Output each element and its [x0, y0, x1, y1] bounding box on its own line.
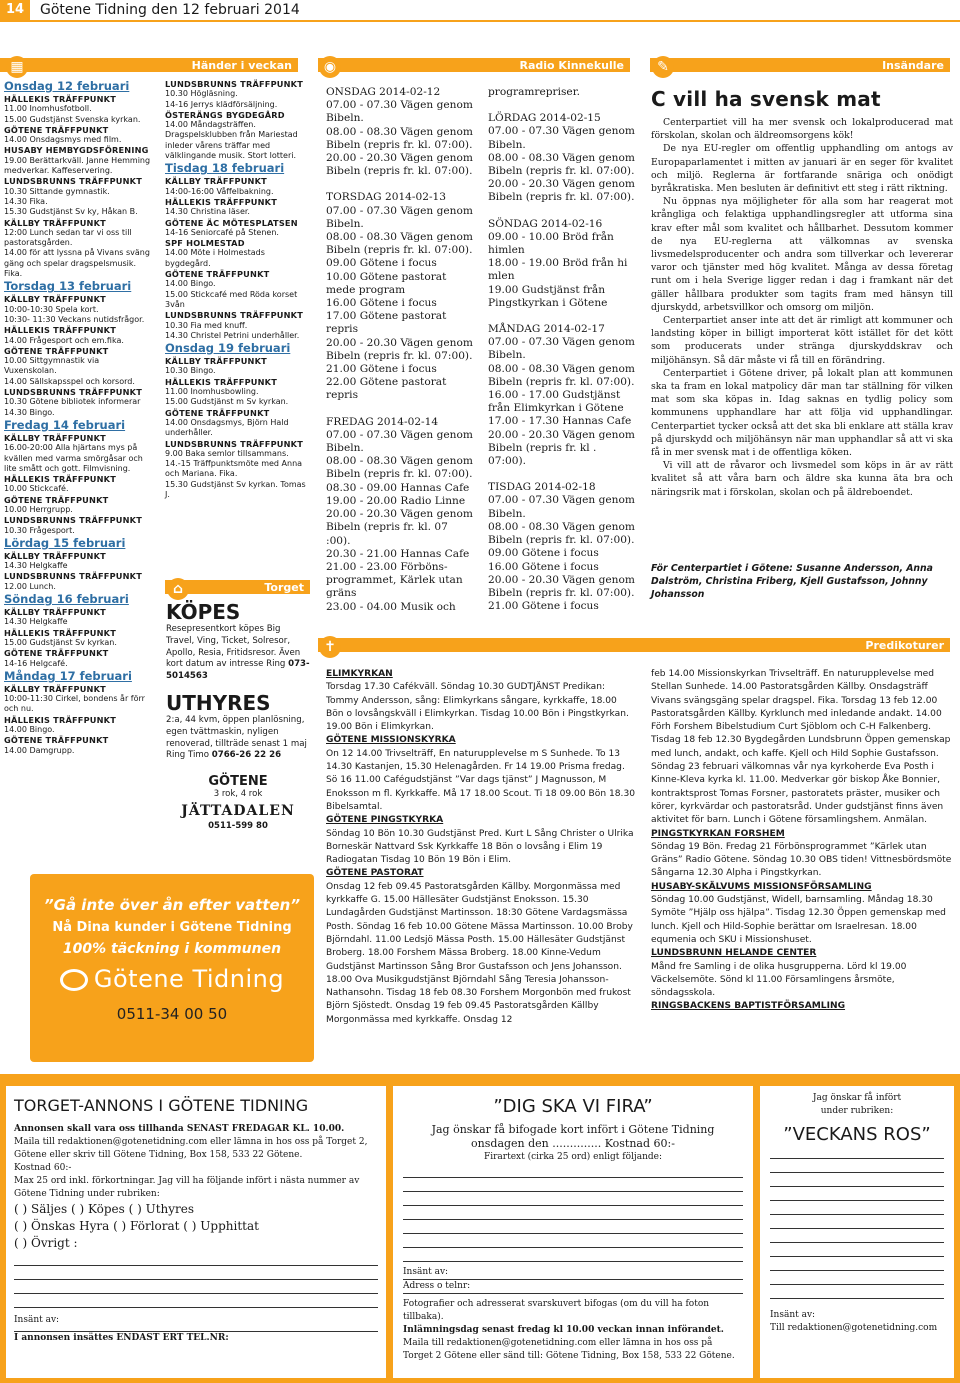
- ros-write-line[interactable]: [770, 1229, 944, 1243]
- uthyres-text: 2:a, 44 kvm, öppen planlösning, egen tvättmaskin, nyligen renoverad, tillträde senast 1 maj Ring Timo 0766-26 22 26: [166, 714, 307, 761]
- insandare-paragraph: Vi vill att de råvaror och livsmedel som köps in är av rätt kvalitet så att våra barn och äldre ska kunna äta bra och näringsrik mat i förskolan, skolan och på äldreboendet.: [651, 460, 953, 498]
- calendar-venue: KÄLLBY TRÄFFPUNKT: [4, 607, 106, 618]
- torget-write-line[interactable]: [14, 1280, 378, 1294]
- radio-schedule-line: 20.00 - 20.30 Vägen genom Bibeln (repris fr. kl. 07:00).: [326, 336, 473, 362]
- insandare-signature: För Centerpartiet i Götene: Susanne Andersson, Anna Dalström, Christina Friberg, Kjell Gustafsson, Johnny Johansson: [651, 563, 933, 601]
- fira-deadline: Inlämningsdag senast fredag kl 10.00 veckan innan införandet.: [403, 1325, 724, 1335]
- calendar-event: 15.00 Gudstjänst Svenska kyrkan.: [4, 114, 141, 124]
- radio-schedule-line: programrepriser.: [488, 86, 580, 98]
- ros-write-line[interactable]: [770, 1285, 944, 1299]
- calendar-event: 15.00 Gudstjänst Sv kyrkan.: [4, 637, 117, 647]
- calendar-venue: LUNDSBRUNNS TRÄFFPUNKT: [4, 176, 143, 187]
- radio-schedule-line: FREDAG 2014-02-14: [326, 415, 439, 428]
- calendar-event: 15.00 Stickcafé med Röda korset 3vån: [165, 289, 298, 309]
- radio-schedule-line: 07.00 - 07.30 Vägen genom Bibeln.: [488, 336, 635, 362]
- gotene-tidning-logo: Götene Tidning: [30, 965, 314, 993]
- calendar-event: 10.30 Fia med knuff.: [165, 320, 248, 330]
- torget-annons-form: [6, 1086, 386, 1378]
- ros-recipient: Till redaktionen@gotenetidning.com: [770, 1323, 938, 1333]
- calendar-date-heading: Onsdag 12 februari: [4, 79, 130, 93]
- insandare-paragraph: Centerpartiet anser inte att det är rimligt att kommuner och landsting köper in billigt importerat kött istället för det kött som producerats under stränga djurskyddskrav och miljöhänsyn. Så där måste vi få till en förändring.: [651, 315, 953, 366]
- church-schedule: Månd fre Samling i de olika husgrupperna. Lörd kl 19.00 Väckelsemöte. Sönd kl 11.00 Församlingens årsmöte, söndagsskola.: [651, 961, 907, 999]
- calendar-event: 14.00 Frågesport och em.fika.: [4, 335, 124, 345]
- section-bar-predikoturer: [318, 638, 950, 652]
- church-heading: LUNDSBRUNN HELANDE CENTER: [651, 948, 817, 959]
- ros-write-line[interactable]: [770, 1173, 944, 1187]
- section-title-radio: Radio Kinnekulle: [519, 59, 624, 72]
- uthyres-heading: UTHYRES: [166, 690, 271, 715]
- ros-write-line[interactable]: [770, 1243, 944, 1257]
- ros-write-line[interactable]: [770, 1159, 944, 1173]
- insandare-title: C vill ha svensk mat: [651, 87, 881, 111]
- calendar-event: 14.00 Möte i Holmestads bygdegård.: [165, 248, 265, 268]
- radio-schedule-line: 18.00 - 19.00 Bröd från hi mlen: [488, 257, 628, 283]
- church-schedule: feb 14.00 Missionskyrkan Trivselträff. En naturupplevelse med Stellan Sunhede. 14.00 Pastoratsgården Källby. Onsdagsträff Vivans svängsgäng spelar dragspel. Fika. Torsdag 13 feb 12.00 Pastoratsgården Källby. Kyrklunch med inledande andakt. 14.00 Förh Forshem Bibelstudium Curt Sjöblom och C-H Falkenberg. Tisdag 18 feb 12.30 Bygdegården Lundsbrunn Öppen gemenskap med lunch, andakt, och kaffe. Kjell och Hild Sophie Gustafsson. Söndag 23 februari välkomnas vår nya kyrkoherde Eva Posth i Kinne-Kleva kyrka kl. 11.00. Medverkar gör biskop Åke Bonnier, kontraktsprost Tomas Forsner, pastoratets präster, musiker och körer, kyrkvärdar och pastoratsråd. Under gudstjänst finns även aktivitet för barn. Lunch i Götene församlingshem. Anmälan.: [651, 669, 951, 826]
- kopes-heading: KÖPES: [166, 600, 241, 624]
- radio-schedule-line: 07.00 - 07.30 Vägen genom Bibeln.: [326, 99, 473, 125]
- radio-schedule-line: LÖRDAG 2014-02-15: [488, 112, 601, 125]
- radio-schedule-line: 09.00 - 10.00 Bröd från himlen: [488, 230, 614, 257]
- gotene-ad-sub: 3 rok, 4 rok: [213, 789, 263, 800]
- church-heading: RINGSBACKENS BAPTISTFÖRSAMLING: [651, 1001, 846, 1012]
- torget-option-row2[interactable]: ( ) Önskas Hyra ( ) Förlorat ( ) Upphittat: [14, 1219, 259, 1233]
- calendar-venue: HÄLLEKIS TRÄFFPUNKT: [4, 714, 116, 725]
- section-title-insandare: Insändare: [882, 59, 944, 72]
- calendar-venue: HÄLLEKIS TRÄFFPUNKT: [4, 627, 116, 638]
- calendar-date-heading: Onsdag 19 februari: [165, 341, 291, 356]
- calendar-event: 10.30 Sittande gymnastik.: [4, 186, 110, 196]
- church-heading: GÖTENE PASTORAT: [326, 868, 424, 879]
- calendar-event: 14.00 Bingo.: [165, 279, 216, 289]
- church-schedule: Torsdag 17.30 Cafékväll. Söndag 10.30 GUDTJÄNST Predikan: Tommy Andersson, sång: Elimkyrkans sångare, kyrkkaffe, 18.00 Bön o lovsångskväll i Elimkyrkan. Tisdag 10.00 Bön i Pingstkyrkan. 19.00 Bön i Elimkyrkan.: [326, 682, 629, 733]
- radio-schedule-line: 08.00 - 08.30 Vägen genom Bibeln (repris fr. kl. 07:00).: [326, 455, 473, 481]
- radio-schedule-line: 17.00 - 17.30 Hannas Cafe: [488, 415, 632, 428]
- calendar-event: 14-16 Helgcafé.: [4, 658, 68, 668]
- radio-schedule-line: 07.00 - 07.30 Vägen genom Bibeln.: [488, 125, 635, 151]
- radio-schedule-line: [488, 468, 636, 481]
- calendar-event: 11.00 Inomhusfotboll.: [4, 104, 92, 114]
- radio-schedule-line: 23.00 - 04.00 Musik och: [326, 600, 456, 613]
- insandare-paragraph: Nu öppnas nya möjligheter för alla som har reagerat mot krångliga och felaktiga upphandlingsregler att utforma sina krav efter mål som kvalitet och hållbarhet. Dessutom kommer de nya EU-reglerna att välkomnas av svenska livsmedelsproducenter och andra som tillverkar och levererar varor och tjänster med hög kvalitet. Många av dessa företag runt om i hela Sverige ligger redan i dag i framkant när det gäller hållbara produkter som tagits fram med hänsyn till djurskydd, arbetsvillkor och omsorg om miljön.: [651, 196, 953, 313]
- torget-insant-label: Insänt av:: [14, 1315, 60, 1325]
- calendar-venue: GÖTENE ÄC MÖTESPLATSEN: [165, 217, 298, 228]
- torget-write-line[interactable]: [14, 1252, 378, 1266]
- torget-form-deadline: Annonsen skall vara oss tillhanda SENAST FREDAGAR KL. 10.00.: [14, 1124, 345, 1134]
- radio-schedule-line: [488, 99, 636, 112]
- calendar-event: 14-16 Jerrys klädförsäljning.: [165, 99, 278, 109]
- calendar-event: 14.00 Damgrupp.: [4, 745, 75, 755]
- fira-form-title: ”DIG SKA VI FIRA”: [493, 1096, 653, 1117]
- calendar-event: 10.00 Herrgrupp.: [4, 504, 73, 514]
- insandare-paragraph: De nya EU-regler om offentlig upphandling om antogs av Europaparlamentet i mitten av januari är en seger för kvalitet och miljö. Reglerna är fortfarande snäriga och onödigt byråkratiska. Men besluten är definitivt ett steg i rätt riktning.: [651, 143, 953, 195]
- ros-write-line[interactable]: [770, 1145, 944, 1159]
- church-schedule: Söndag 10 Bön 10.30 Gudstjänst Pred. Kurt L Sång Christer o Ulrika Borneskär Nattvard Ssk Kyrkkaffe 18 Bön o lovsång i Elim 19 Radiogatan Tisdag 10 Bön 19 Bön i Elim.: [326, 828, 634, 866]
- kopes-text: Resepresentkort köpes Big Travel, Ving, Ticket, Solresor, Apollo, Resia, Fritidsresor. Även kort datum av intresse Ring 073-5014563: [166, 624, 310, 682]
- radio-column-1: [326, 86, 474, 613]
- radio-column-2: [488, 86, 636, 613]
- calendar-venue: GÖTENE TRÄFFPUNKT: [4, 735, 109, 746]
- calendar-venue: GÖTENE TRÄFFPUNKT: [165, 407, 270, 418]
- fira-write-line[interactable]: [403, 1164, 743, 1178]
- calendar-venue: HUSABY HEMBYGDSFÖRENING: [4, 145, 149, 156]
- calendar-venue: HÄLLEKIS TRÄFFPUNKT: [165, 196, 277, 207]
- calendar-event: 14.00 Måndagsträffen. Dragspelsklubben från Mariestad inleder vårens träffar med välklingande musik. Stort lotteri.: [165, 120, 298, 161]
- calendar-date-heading: Lördag 15 februari: [4, 535, 126, 550]
- church-heading: GÖTENE MISSIONSKYRKA: [326, 735, 456, 746]
- calendar-event: 10.30 Högläsning.: [165, 89, 238, 99]
- fira-insant-label: Insänt av:: [403, 1266, 743, 1280]
- radio-schedule-line: ONSDAG 2014-02-12: [326, 86, 441, 98]
- predikoturer-column-1: [326, 668, 636, 1068]
- radio-schedule-line: 10.00 Götene pastorat mede program: [326, 270, 447, 296]
- fira-write-line[interactable]: [403, 1206, 743, 1220]
- veckans-ros-form: [760, 1086, 954, 1378]
- calendar-left-column: [4, 79, 152, 869]
- calendar-venue: HÄLLEKIS TRÄFFPUNKT: [4, 94, 116, 104]
- insandare-paragraph: Centerpartiet vill ha mer svensk och lokalproducerad mat förskolan, skolan och äldreomsorgens kök!: [651, 117, 953, 142]
- fira-write-line[interactable]: [403, 1234, 743, 1248]
- calendar-event: 15.00 Gudstjänst m Sv kyrkan.: [165, 397, 289, 407]
- section-title-handelser: Händer i veckan: [191, 59, 292, 72]
- ros-write-line[interactable]: [770, 1201, 944, 1215]
- calendar-event: 14.30 Bingo.: [4, 407, 55, 417]
- radio-schedule-line: [326, 178, 474, 191]
- calendar-event: 10:00-11:30 Cirkel, bondens år förr och nu.: [4, 694, 145, 714]
- radio-schedule-line: 22.00 Götene pastorat repris: [326, 376, 447, 402]
- radio-schedule-line: 17.00 Götene pastorat repris: [326, 310, 447, 336]
- radio-schedule-line: [488, 310, 636, 323]
- calendar-venue: LUNDSBRUNNS TRÄFFPUNKT: [165, 79, 304, 89]
- radio-schedule-line: 21.00 Götene i focus: [326, 363, 437, 376]
- church-heading: PINGSTKYRKAN FORSHEM: [651, 828, 785, 839]
- calendar-event: 14.-15 Träffpunktsmöte med Anna och Mariana. Fika.: [165, 459, 303, 479]
- calendar-venue: KÄLLBY TRÄFFPUNKT: [4, 550, 106, 561]
- calendar-venue: GÖTENE TRÄFFPUNKT: [4, 124, 109, 135]
- church-schedule: Söndag 19 Bön. Fredag 21 Förbönsprogrammet ”Kärlek utan Gräns” Radio Götene. Söndag 10.30 OBS tiden! Vittnesbördsmöte Sångarna 12.30 Alpha i Pingstkyrkan.: [651, 841, 952, 879]
- insandare-body: [651, 116, 953, 556]
- radio-schedule-line: 19.00 Gudstjänst från Pingstkyrkan i Götene: [488, 283, 608, 309]
- calendar-event: 12.00 Lunch.: [4, 581, 56, 591]
- calendar-event: 10:30- 11:30 Veckans nutidsfrågor.: [4, 314, 145, 324]
- calendar-date-heading: Torsdag 13 februari: [4, 279, 132, 294]
- radio-schedule-line: [326, 403, 474, 416]
- radio-schedule-line: 20.00 - 20.30 Vägen genom Bibeln (repris fr. kl . 07:00).: [488, 428, 635, 468]
- radio-schedule-line: 07.00 - 07.30 Vägen genom Bibeln.: [326, 204, 473, 230]
- gotene-ad-title: GÖTENE: [208, 774, 268, 790]
- calendar-date-heading: Söndag 16 februari: [4, 592, 129, 607]
- church-heading: HUSABY-SKÄLVUMS MISSIONSFÖRSAMLING: [651, 881, 872, 892]
- header-rule: [0, 20, 960, 22]
- pen-icon: ✎: [652, 56, 674, 78]
- church-schedule: On 12 14.00 Trivselträff, En naturupplevelse m S Sunhede. To 13 14.30 Kastanjen, 15.30 Helenagården. Fr 14 19.00 Prisma fredag. Sö 16 11.00 Cafégudstjänst ”Var dags tjänst” J Magnusson, M Enoksson m fl. Kyrkkaffe. Må 17 18.00 Scout. Ti 18 09.00 Bön 18.30 Bibelsamtal.: [326, 748, 636, 812]
- ros-form-title: ”VECKANS ROS”: [783, 1124, 931, 1145]
- ros-write-line[interactable]: [770, 1215, 944, 1229]
- calendar-venue: ÖSTERÄNGS BYGDEGÅRD: [165, 109, 285, 120]
- calendar-event: 9.00 Baka semlor tillsammans.: [165, 448, 289, 458]
- calendar-venue: GÖTENE TRÄFFPUNKT: [165, 269, 270, 280]
- section-bar-insandare: [650, 58, 950, 72]
- church-heading: GÖTENE PINGSTKYRKA: [326, 815, 444, 826]
- calendar-venue: HÄLLEKIS TRÄFFPUNKT: [4, 474, 116, 485]
- calendar-venue: KÄLLBY TRÄFFPUNKT: [165, 176, 267, 187]
- fira-photo-note: Fotografier och adresserat svarskuvert bifogas (om du vill ha foton tillbaka).: [403, 1299, 710, 1322]
- calendar-venue: KÄLLBY TRÄFFPUNKT: [4, 432, 106, 443]
- church-schedule: Söndag 10.00 Gudstjänst, Widell, barnsamling. Måndag 18.30 Symöte ”Hjälp oss hjälpa”. Tisdag 12.30 Öppen gemenskap med lunch. Kjell och Hild-Sophie berättar om Israelresan. 18.00 equmenia och SKU i Missionshuset.: [651, 895, 946, 945]
- torget-write-line[interactable]: [14, 1294, 378, 1308]
- torget-form-cost: Kostnad 60:-: [14, 1163, 72, 1173]
- section-title-torget: Torget: [264, 581, 304, 594]
- calendar-date-heading: Måndag 17 februari: [4, 668, 132, 683]
- calendar-event: 14.00 Onsdagsmys med film.: [4, 135, 122, 145]
- ros-write-line[interactable]: [770, 1271, 944, 1285]
- ros-insant-label: Insänt av:: [770, 1310, 816, 1320]
- calendar-event: 10.00 Sittgymnastik via Vuxenskolan.: [4, 356, 100, 376]
- radio-schedule-line: 09.00 Götene i focus: [488, 547, 599, 560]
- calendar-event: 10.00 Stickcafé.: [4, 484, 69, 494]
- calendar-event: 14.30 Christina läser.: [165, 207, 250, 217]
- ros-form-intro: Jag önskar få infört under rubriken:: [812, 1093, 902, 1116]
- calendar-date-heading: Fredag 14 februari: [4, 417, 126, 432]
- radio-schedule-line: 16.00 Götene i focus: [488, 560, 599, 573]
- section-bar-radio: [318, 58, 630, 72]
- radio-schedule-line: 20.00 - 20.30 Vägen genom Bibeln (repris fr. kl. 07:00).: [488, 178, 635, 204]
- church-schedule: Onsdag 12 feb 09.45 Pastoratsgården Källby. Morgonmässa med kyrkkaffe G. 15.00 Hällesäter Gudstjänst Enoksson. 15.30 Lundagården Gudstjänst Martinsson. 18:30 Götene Vardagsmässa Posth. Söndag 16 feb 10.00 Götene Mässa Martinsson. 10.00 Broby Björndahl. 11.00 Ledsjö Mässa Posth. 15.00 Hällesäter Gudstjänst Broberg. 18.00 Forshem Mässa Broberg. 18.00 Kinne-Vedum Gudstjänst Martinsson Sång Bror Gustafsson och Jens Johansson. 18.00 Ova Musikgudstjänst Björndahl Sång Teresia Johansson-Nathansohn. Tisdag 18 feb 08.30 Forshem Morgonbön med frukost Björn Sjöstedt. Onsdag 19 feb 09.45 Pastoratsgården Källby Morgonmässa med kyrkkaffe. Onsdag 12: [326, 881, 633, 1025]
- calendar-venue: GÖTENE TRÄFFPUNKT: [4, 494, 109, 505]
- torget-ads: [166, 600, 310, 831]
- calendar-venue: LUNDSBRUNNS TRÄFFPUNKT: [4, 387, 143, 398]
- calendar-venue: KÄLLBY TRÄFFPUNKT: [4, 294, 106, 305]
- calendar-event: 10.30 Bingo.: [165, 366, 216, 376]
- promo-line2: Nå Dina kunder i Götene Tidning: [52, 920, 292, 935]
- calendar-venue: LUNDSBRUNNS TRÄFFPUNKT: [4, 515, 143, 526]
- page-title: Götene Tidning den 12 februari 2014: [40, 2, 300, 18]
- calendar-event: 16.00-20:00 Alla hjärtans mys på kvällen med varma smörgåsar och lite smått och gott. Filmvisning.: [4, 443, 143, 473]
- section-title-predikoturer: Predikoturer: [865, 639, 944, 652]
- calendar-event: 14.00 Onsdagsmys, Björn Hald underhåller.: [165, 417, 289, 438]
- torget-form-instructions: Max 25 ord inkl. förkortningar. Jag vill ha följande infört i nästa nummer av Götene Tidning under rubriken:: [14, 1176, 360, 1199]
- tag-icon: ⌂: [167, 578, 189, 600]
- radio-schedule-line: 08.30 - 09.00 Hannas Cafe: [326, 481, 470, 494]
- calendar-icon: ▦: [6, 56, 28, 78]
- insandare-paragraph: Centerpartiet i Götene driver, på lokalt plan att kommunen ska ta fram en lokal matpolicy där man tar ställning för vilken mat som ska köpas in. Idag saknas en tydlig policy som kommunens upphandlare har att följa vid upphandlingar. Centerpartiet tycker också att det ska bli enklare att ställa krav på djurskydd och miljöhänsyn när man upphandlar så att vi ska få in mer svensk mat i de offentliga köken.: [651, 367, 953, 459]
- calendar-venue: HÄLLEKIS TRÄFFPUNKT: [165, 376, 277, 387]
- promo-line1: ”Gå inte över ån efter vatten”: [43, 896, 301, 914]
- calendar-event: 14.00 för att lyssna på Vivans sväng gäng och spelar dragspelsmusik. Fika.: [4, 248, 150, 279]
- torget-form-footer: I annonsen insättes ENDAST ERT TEL.NR:: [14, 1331, 378, 1345]
- calendar-event: 15.30 Gudstjänst Sv ky, Håkan B.: [4, 207, 138, 217]
- calendar-event: 10:00-10:30 Spela kort.: [4, 304, 99, 314]
- radio-schedule-line: 07.00 - 07.30 Vägen genom Bibeln.: [488, 494, 635, 520]
- radio-schedule-line: 20.00 - 20.30 Vägen genom Bibeln (repris fr. kl. 07:00).: [488, 573, 635, 599]
- fira-write-line[interactable]: [403, 1220, 743, 1234]
- jattadalen-phone: 0511-599 80: [208, 821, 268, 832]
- radio-schedule-line: 20.30 - 21.00 Hannas Cafe: [326, 547, 470, 560]
- church-heading: ELIMKYRKAN: [326, 669, 393, 679]
- fira-mail: Maila till redaktionen@gotenetidning.com eller lämna in hos oss på Torget 2 Götene eller sänd till: Götene Tidning, Box 158, 533 22 Götene.: [403, 1338, 735, 1361]
- calendar-date-heading: Tisdag 18 februari: [165, 161, 285, 176]
- promo-phone: 0511-34 00 50: [116, 1005, 228, 1023]
- calendar-venue: SPF HOLMESTAD: [165, 238, 245, 249]
- fira-write-line[interactable]: [403, 1248, 743, 1262]
- radio-schedule-line: TISDAG 2014-02-18: [488, 481, 596, 494]
- radio-schedule-line: 16.00 - 17.00 Gudstjänst från Elimkyrkan i Götene: [488, 389, 624, 415]
- calendar-event: 15.30 Gudstjänst Sv kyrkan. Tomas J.: [165, 479, 306, 499]
- section-bar-handelser: [0, 58, 298, 72]
- page-number-box: 14: [0, 0, 30, 20]
- promo-line3: 100% täckning i kommunen: [62, 941, 282, 957]
- torget-option-row3[interactable]: ( ) Övrigt :: [14, 1236, 78, 1250]
- ros-write-line[interactable]: [770, 1187, 944, 1201]
- torget-option-row1[interactable]: ( ) Säljes ( ) Köpes ( ) Uthyres: [14, 1202, 195, 1216]
- calendar-event: 10.30 Götene bibliotek informerar: [4, 397, 141, 407]
- calendar-venue: GÖTENE TRÄFFPUNKT: [4, 345, 109, 356]
- calendar-event: 14.30 Helgkaffe: [4, 561, 68, 571]
- calendar-event: 14.30 Helgkaffe: [4, 617, 68, 627]
- calendar-event: 14.30 Christel Petrini underhåller.: [165, 330, 300, 340]
- radio-schedule-line: 20.00 - 20.30 Vägen genom Bibeln (repris fr. kl. 07 :00).: [326, 508, 473, 547]
- calendar-event: 14:00-16:00 Våffelbakning.: [165, 186, 274, 196]
- calendar-venue: KÄLLBY TRÄFFPUNKT: [165, 356, 267, 367]
- calendar-venue: LUNDSBRUNNS TRÄFFPUNKT: [165, 310, 304, 321]
- calendar-event: 10.30 Frågesport.: [4, 525, 75, 535]
- radio-schedule-line: 08.00 - 08.30 Vägen genom Bibeln (repris fr. kl. 07:00).: [488, 362, 635, 388]
- torget-write-line[interactable]: [14, 1266, 378, 1280]
- calendar-event: 14.00 Sällskapsspel och korsord.: [4, 376, 135, 386]
- radio-schedule-line: 19.00 - 20.00 Radio Linne: [326, 494, 466, 507]
- calendar-event: 14.00 Bingo.: [4, 725, 55, 735]
- radio-schedule-line: 08.00 - 08.30 Vägen genom Bibeln (repris fr. kl. 07:00).: [326, 125, 473, 151]
- radio-schedule-line: 21.00 - 23.00 Förböns-programmet, Kärlek utan gräns: [326, 560, 463, 600]
- calendar-venue: LUNDSBRUNNS TRÄFFPUNKT: [165, 438, 304, 449]
- torget-form-title: TORGET-ANNONS I GÖTENE TIDNING: [14, 1096, 309, 1115]
- calendar-event: 19.00 Berättarkväll. Janne Hemming medverkar. Kaffeservering.: [4, 155, 151, 176]
- fira-form-text: Jag önskar få bifogade kort infört i Götene Tidning onsdagen den .............. Kostnad 60:-: [431, 1123, 715, 1150]
- calendar-event: 14-16 Seniorcafé på Stenen.: [165, 227, 279, 237]
- radio-schedule-line: 07.00 - 07.30 Vägen genom Bibeln.: [326, 428, 473, 455]
- dig-ska-vi-fira-form: [393, 1086, 753, 1378]
- calendar-venue: KÄLLBY TRÄFFPUNKT: [4, 217, 106, 228]
- calendar-venue: GÖTENE TRÄFFPUNKT: [4, 648, 109, 659]
- fira-adress-label: Adress o telnr:: [403, 1280, 743, 1294]
- radio-schedule-line: TORSDAG 2014-02-13: [326, 191, 447, 204]
- fira-write-line[interactable]: [403, 1178, 743, 1192]
- radio-schedule-line: SÖNDAG 2014-02-16: [488, 217, 603, 230]
- radio-schedule-line: 08.00 - 08.30 Vägen genom Bibeln (repris fr. kl. 07:00).: [326, 231, 473, 257]
- radio-schedule-line: 20.00 - 20.30 Vägen genom Bibeln (repris fr. kl. 07:00).: [326, 152, 473, 178]
- radio-schedule-line: MÅNDAG 2014-02-17: [488, 323, 605, 336]
- ros-write-line[interactable]: [770, 1257, 944, 1271]
- radio-schedule-line: 21.00 Götene i focus: [488, 600, 599, 613]
- jattadalen-title: JÄTTADALEN: [181, 803, 295, 820]
- cross-icon: ✝: [319, 636, 341, 658]
- radio-schedule-line: 16.00 Götene i focus: [326, 297, 437, 310]
- calendar-event: 14.30 Fika.: [4, 196, 48, 206]
- radio-schedule-line: [488, 205, 636, 218]
- radio-icon: ◉: [319, 56, 341, 78]
- calendar-event: 12:00 Lunch sedan tar vi oss till pastoratsgården.: [4, 227, 132, 248]
- calendar-right-column: [165, 79, 313, 559]
- calendar-venue: LUNDSBRUNNS TRÄFFPUNKT: [4, 571, 143, 582]
- calendar-event: 11.00 Inomhusbowling.: [165, 387, 259, 397]
- radio-schedule-line: 08.00 - 08.30 Vägen genom Bibeln (repris fr. kl. 07:00).: [488, 151, 635, 178]
- fira-form-sub: Firartext (cirka 25 ord) enligt följande:: [484, 1152, 662, 1162]
- radio-schedule-line: 09.00 Götene i focus: [326, 257, 437, 270]
- fira-write-line[interactable]: [403, 1192, 743, 1206]
- torget-form-mail: Maila till redaktionen@gotenetidning.com eller lämna in hos oss på Torget 2, Götene eller skriv till Götene Tidning, Box 158, 533 22 Götene.: [14, 1137, 368, 1160]
- predikoturer-column-2: [651, 668, 953, 1068]
- calendar-venue: KÄLLBY TRÄFFPUNKT: [4, 683, 106, 694]
- radio-schedule-line: 08.00 - 08.30 Vägen genom Bibeln (repris fr. kl. 07:00).: [488, 520, 635, 547]
- calendar-venue: HÄLLEKIS TRÄFFPUNKT: [4, 325, 116, 336]
- promo-box: [30, 874, 314, 1062]
